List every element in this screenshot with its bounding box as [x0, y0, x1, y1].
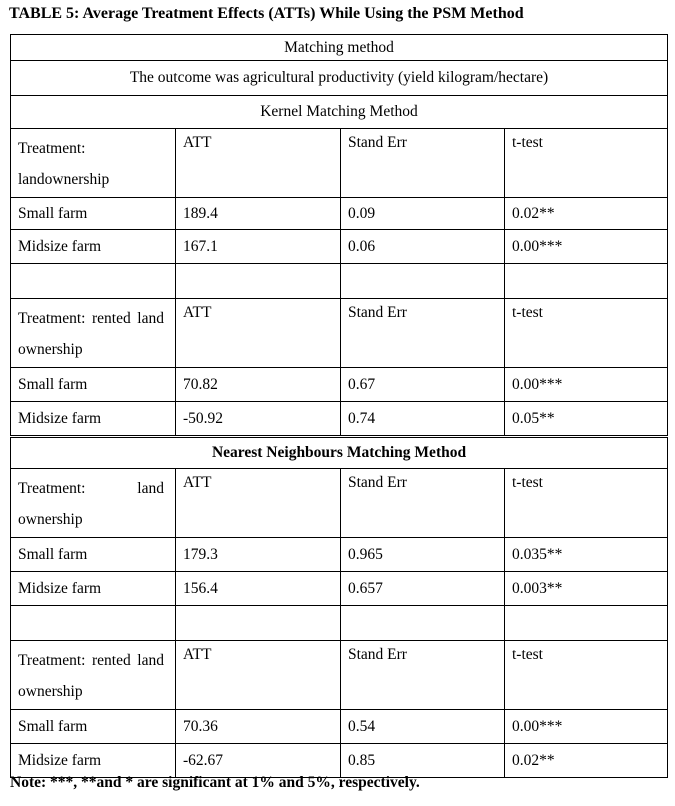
- att-value: -50.92: [176, 402, 341, 437]
- col-ttest-header: t-test: [505, 299, 668, 368]
- row-label: Midsize farm: [11, 744, 176, 778]
- treatment-label: Treatment: rented land ownership: [11, 299, 176, 368]
- treatment-label: Treatment: rented land ownership: [11, 641, 176, 710]
- att-value: 70.82: [176, 368, 341, 402]
- table-note: Note: ***, **and * are significant at 1% and 5%, respectively.: [10, 774, 420, 791]
- se-value: 0.09: [341, 198, 505, 230]
- table-row: [11, 368, 668, 402]
- col-stand-err-header: Stand Err: [341, 129, 505, 198]
- att-value: 189.4: [176, 198, 341, 230]
- row-label: Small farm: [11, 710, 176, 744]
- se-value: 0.85: [341, 744, 505, 778]
- col-ttest-header: t-test: [505, 469, 668, 538]
- table-row: [11, 198, 668, 230]
- se-value: 0.54: [341, 710, 505, 744]
- table-row: [11, 538, 668, 572]
- treatment-label: Treatment: landownership: [11, 129, 176, 198]
- att-value: 156.4: [176, 572, 341, 606]
- row-label: Midsize farm: [11, 402, 176, 437]
- table-row: [11, 402, 668, 437]
- table-title: TABLE 5: Average Treatment Effects (ATTs) While Using the PSM Method: [9, 5, 524, 22]
- table-row: [11, 299, 668, 368]
- blank-row: [11, 264, 668, 299]
- ttest-value: 0.003**: [505, 572, 668, 606]
- ttest-value: 0.035**: [505, 538, 668, 572]
- row-label: Midsize farm: [11, 230, 176, 264]
- header-row-outcome: [11, 61, 668, 96]
- att-value: 167.1: [176, 230, 341, 264]
- col-att-header: ATT: [176, 129, 341, 198]
- outcome-cell: The outcome was agricultural productivity (yield kilogram/hectare): [11, 61, 668, 96]
- ttest-value: 0.05**: [505, 402, 668, 437]
- blank-row: [11, 606, 668, 641]
- table-row: [11, 129, 668, 198]
- ttest-value: 0.02**: [505, 198, 668, 230]
- att-table: [10, 34, 668, 778]
- se-value: 0.67: [341, 368, 505, 402]
- matching-method-cell: Matching method: [11, 35, 668, 61]
- se-value: 0.06: [341, 230, 505, 264]
- kernel-heading: Kernel Matching Method: [11, 96, 668, 129]
- table-row: [11, 230, 668, 264]
- att-value: -62.67: [176, 744, 341, 778]
- col-stand-err-header: Stand Err: [341, 641, 505, 710]
- section-heading-kernel: [11, 96, 668, 129]
- att-value: 70.36: [176, 710, 341, 744]
- row-label: Midsize farm: [11, 572, 176, 606]
- table-row: [11, 641, 668, 710]
- se-value: 0.657: [341, 572, 505, 606]
- se-value: 0.74: [341, 402, 505, 437]
- treatment-label: Treatment: land ownership: [11, 469, 176, 538]
- table-row: [11, 744, 668, 778]
- table-row: [11, 572, 668, 606]
- section-heading-nearest: [11, 437, 668, 469]
- col-stand-err-header: Stand Err: [341, 469, 505, 538]
- col-ttest-header: t-test: [505, 641, 668, 710]
- ttest-value: 0.00***: [505, 710, 668, 744]
- row-label: Small farm: [11, 198, 176, 230]
- table-row: [11, 469, 668, 538]
- table-row: [11, 710, 668, 744]
- header-row-matching-method: [11, 35, 668, 61]
- nearest-heading: Nearest Neighbours Matching Method: [11, 437, 668, 469]
- ttest-value: 0.00***: [505, 368, 668, 402]
- col-att-header: ATT: [176, 469, 341, 538]
- col-att-header: ATT: [176, 641, 341, 710]
- col-stand-err-header: Stand Err: [341, 299, 505, 368]
- row-label: Small farm: [11, 368, 176, 402]
- att-value: 179.3: [176, 538, 341, 572]
- se-value: 0.965: [341, 538, 505, 572]
- col-att-header: ATT: [176, 299, 341, 368]
- ttest-value: 0.02**: [505, 744, 668, 778]
- col-ttest-header: t-test: [505, 129, 668, 198]
- ttest-value: 0.00***: [505, 230, 668, 264]
- row-label: Small farm: [11, 538, 176, 572]
